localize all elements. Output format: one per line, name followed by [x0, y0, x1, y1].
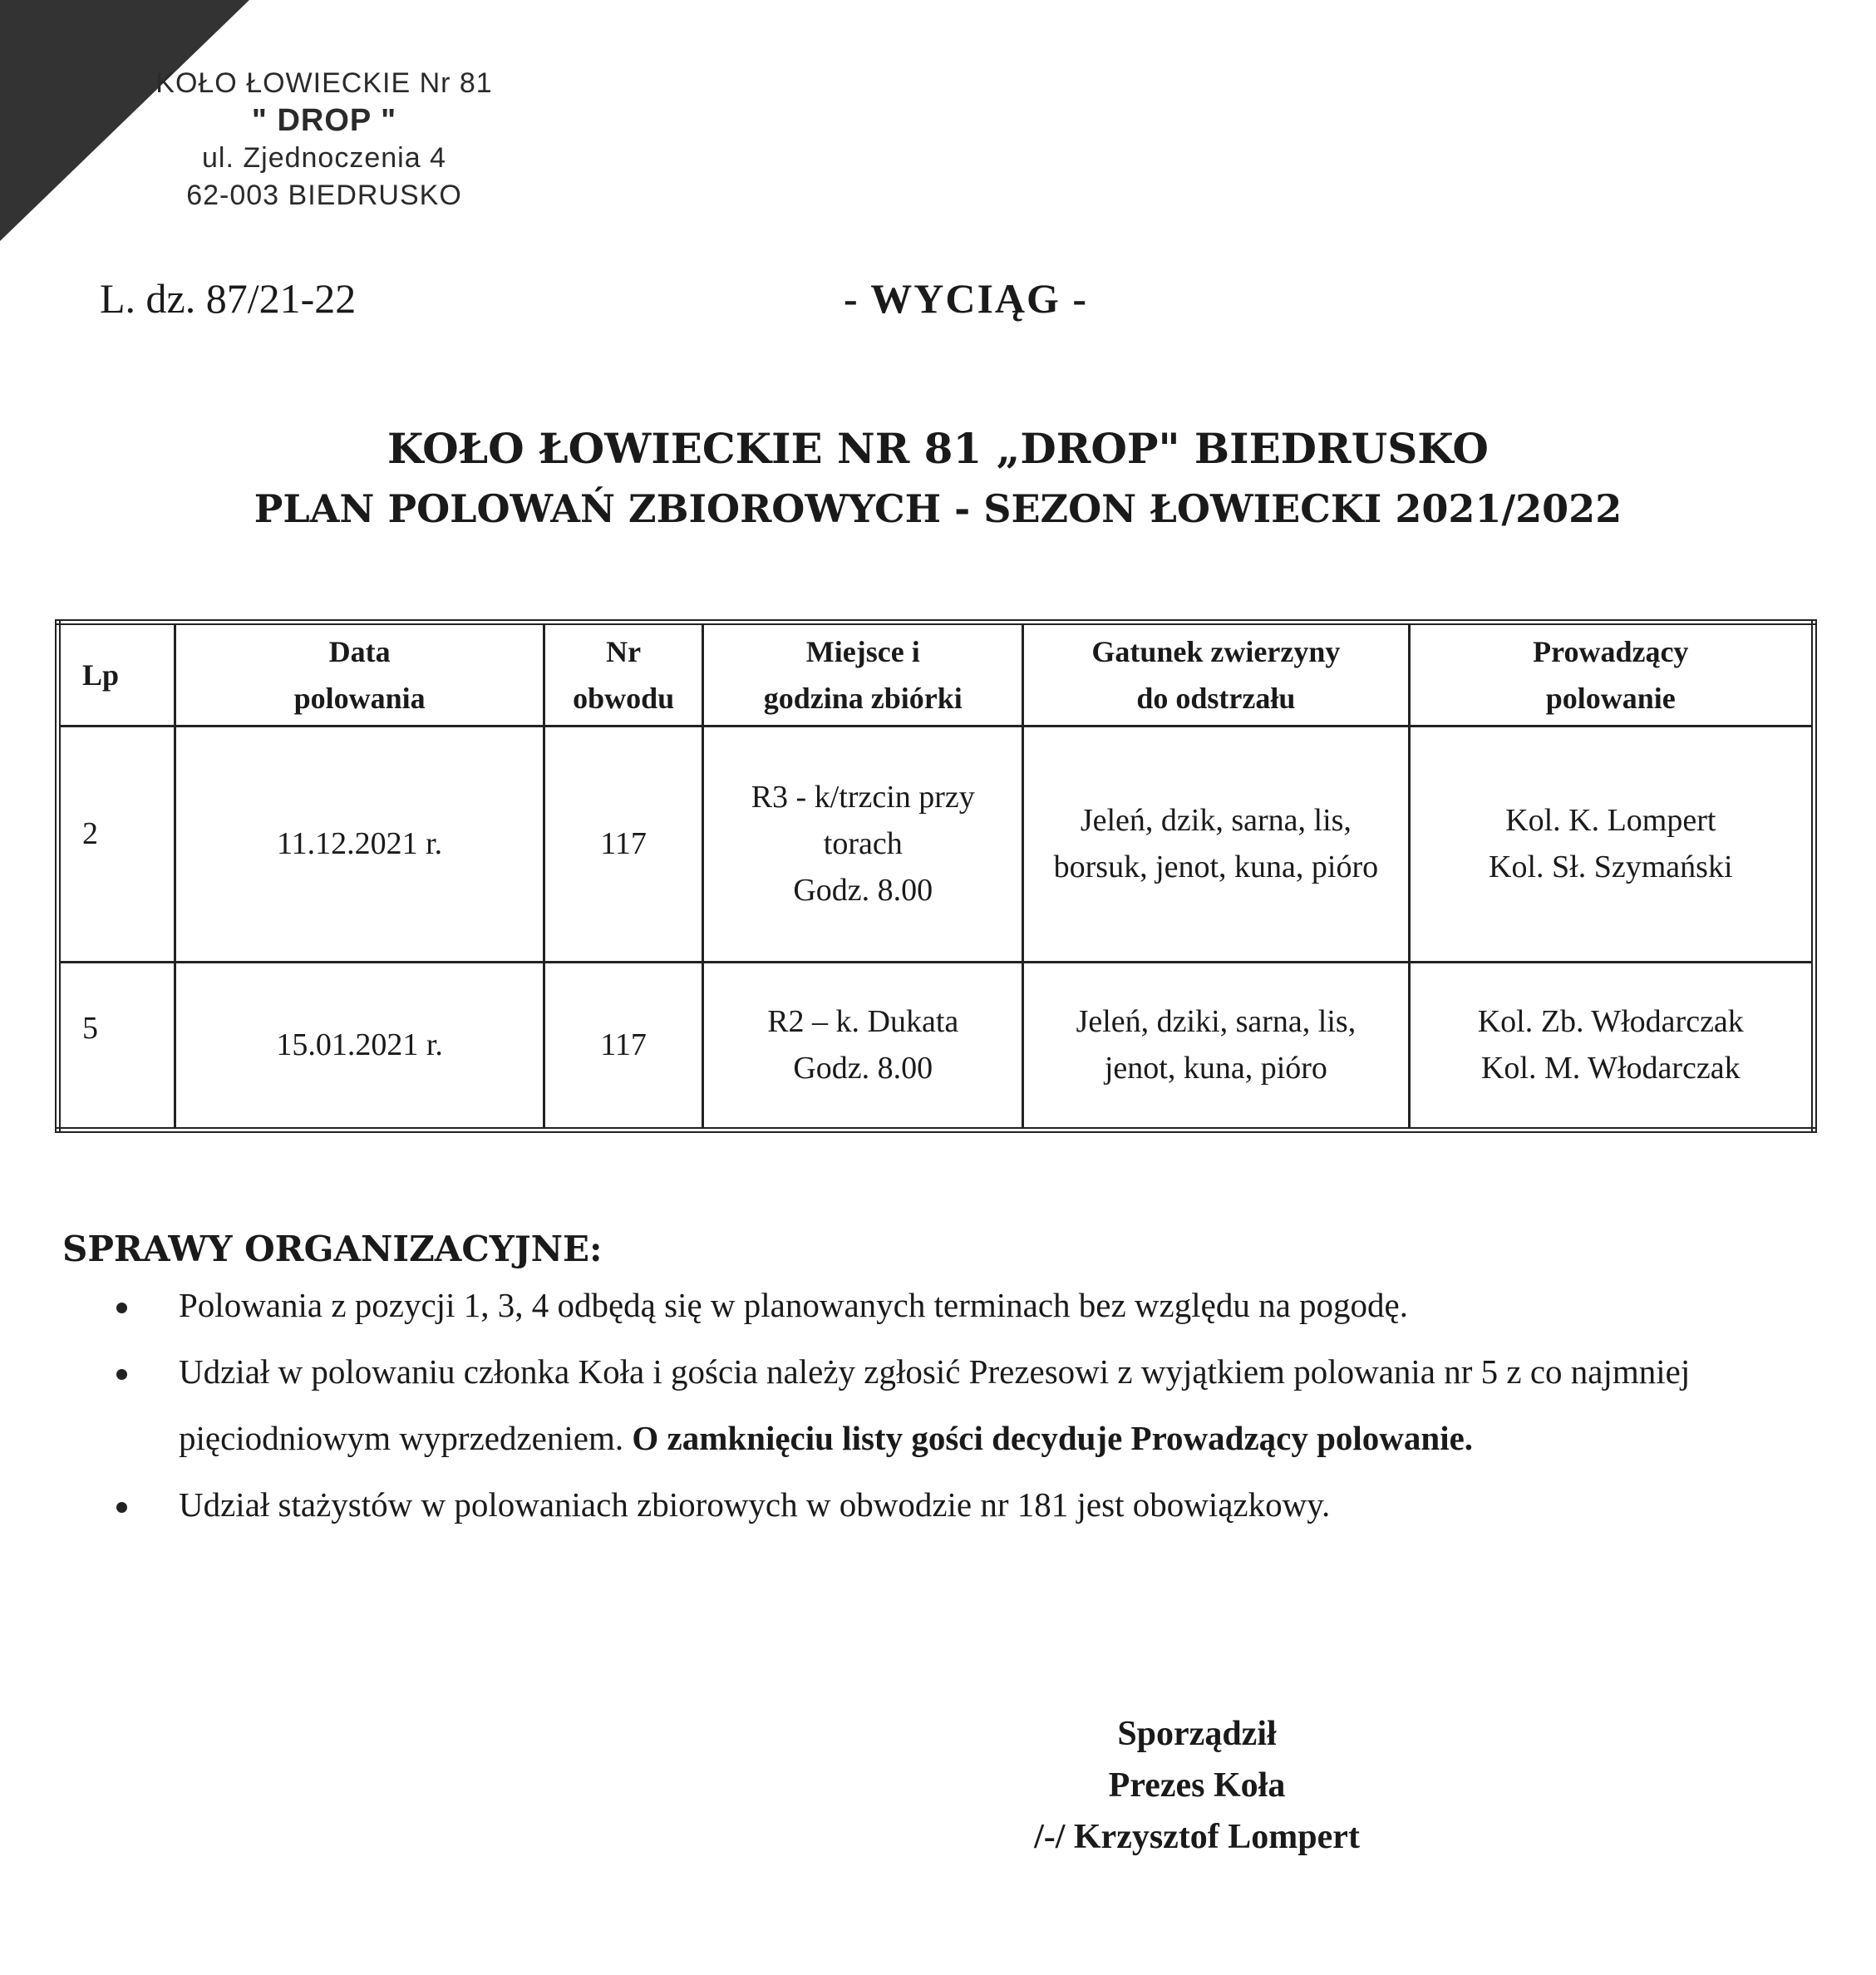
- signature-name: /-/ Krzysztof Lompert: [1034, 1818, 1360, 1856]
- table-row: [58, 962, 1814, 1130]
- cell-date: 11.12.2021 r.: [175, 726, 544, 963]
- document-title: KOŁO ŁOWIECKIE NR 81 „DROP" BIEDRUSKO: [387, 424, 1489, 473]
- section-title: SPRAWY ORGANIZACYJNE:: [62, 1229, 603, 1269]
- stamp-line-street: ul. Zjednoczenia 4: [202, 142, 446, 174]
- cell-place: R3 - k/trzcin przy torach Godz. 8.00: [703, 726, 1023, 963]
- signature-title: Prezes Koła: [1108, 1766, 1286, 1805]
- header-lp: Lp: [58, 623, 175, 726]
- header-date: Data polowania: [175, 623, 544, 726]
- cell-leader: Kol. Zb. Włodarczak Kol. M. Włodarczak: [1409, 962, 1814, 1130]
- cell-lp: 2: [58, 726, 175, 963]
- organization-stamp: [133, 65, 515, 214]
- header-species: Gatunek zwierzyny do odstrzału: [1023, 623, 1409, 726]
- bullet-icon: [116, 1502, 127, 1513]
- cell-place: R2 – k. Dukata Godz. 8.00: [703, 962, 1023, 1130]
- header-nr: Nr obwodu: [544, 623, 702, 726]
- cell-nr: 117: [544, 962, 702, 1130]
- signature-role: Sporządził: [1117, 1715, 1277, 1753]
- header-leader: Prowadzący polowanie: [1409, 623, 1814, 726]
- bullet-icon: [116, 1369, 127, 1380]
- hunting-plan-table: [55, 619, 1817, 1133]
- cell-species: Jeleń, dzik, sarna, lis, borsuk, jenot, kuna, pióro: [1023, 726, 1409, 963]
- list-item: Udział stażystów w polowaniach zbiorowych w obwodzie nr 181 jest obowiązkowy.: [116, 1471, 1746, 1538]
- stamp-line-city: 62-003 BIEDRUSKO: [186, 180, 462, 211]
- stamp-line-name: KOŁO ŁOWIECKIE Nr 81: [155, 67, 493, 99]
- cell-species: Jeleń, dziki, sarna, lis, jenot, kuna, pióro: [1023, 962, 1409, 1130]
- list-item: Polowania z pozycji 1, 3, 4 odbędą się w planowanych terminach bez względu na pogodę.: [116, 1272, 1746, 1338]
- note-emphasis: O zamknięciu listy gości decyduje Prowadzący polowanie.: [632, 1419, 1474, 1457]
- stamp-line-drop: " DROP ": [251, 103, 397, 138]
- table-row: [58, 726, 1814, 963]
- cell-leader: Kol. K. Lompert Kol. Sł. Szymański: [1409, 726, 1814, 963]
- table-header-row: [58, 623, 1814, 726]
- bullet-icon: [116, 1303, 127, 1313]
- signature-block: [948, 1708, 1446, 1863]
- extract-label: - WYCIĄG -: [844, 275, 1089, 322]
- list-item: Udział w polowaniu członka Koła i gościa należy zgłosić Prezesowi z wyjątkiem polowania nr 5 z co najmniej pięciodniowym wyprzedzeniem. O zamknięciu listy gości decyduje Prowadzący polowanie.: [116, 1338, 1746, 1471]
- document-subtitle: PLAN POLOWAŃ ZBIOROWYCH - SEZON ŁOWIECKI 2021/2022: [254, 486, 1622, 531]
- reference-number: L. dz. 87/21-22: [100, 275, 357, 322]
- notes-list: [116, 1272, 1746, 1538]
- cell-lp: 5: [58, 962, 175, 1130]
- header-place: Miejsce i godzina zbiórki: [703, 623, 1023, 726]
- cell-nr: 117: [544, 726, 702, 963]
- cell-date: 15.01.2021 r.: [175, 962, 544, 1130]
